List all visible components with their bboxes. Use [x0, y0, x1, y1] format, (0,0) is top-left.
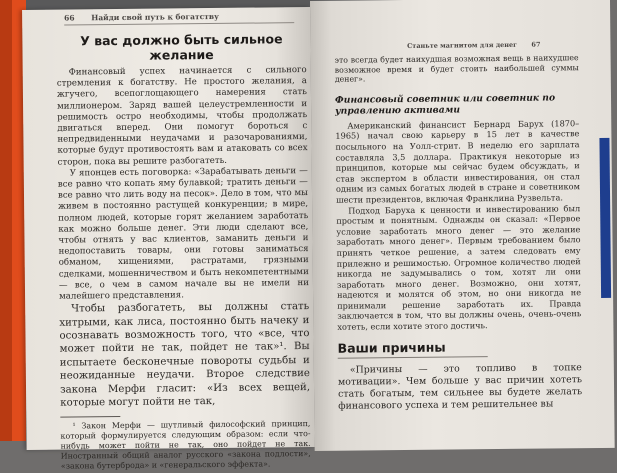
- paragraph: Американский финансист Бернард Барух (1870–1965) начал свою карьеру в 15 лет в качестве посыльного на Уолл-стрит. В неделю его зарплата составляла 3,5 доллара. Практикуя некоторые из принципов, которые мы сейчас будем обсуждать, и став экспертом в области инвестирования, он стал одним из самых богатых людей в стране и советником шести президентов, включая Франклина Рузвельта.: [335, 117, 580, 205]
- cover-edge-shadow: [0, 0, 12, 441]
- paragraph: Финансовый успех начинается с сильного стремления к богатству. Не простого желания, а жгучего, всепоглощающего намерения стать миллионером. Заряд вашей целеустремленности и решимость остро необходимы, чтобы продолжать двигаться вперед. Они помогут бороться с непредвиденными неудачами и разочарованиями, которые будут противостоять вам и атаковать со всех сторон, пока вы решите разбогатеть.: [56, 65, 308, 168]
- left-running-head: [64, 11, 294, 25]
- left-body: [57, 65, 309, 303]
- left-page-number: 66: [64, 13, 75, 23]
- left-content: [56, 31, 311, 472]
- footnote-divider: [60, 416, 120, 418]
- left-running-head-title: Найди свой путь к богатству: [91, 11, 219, 23]
- section-heading-2: Ваши причины: [338, 339, 488, 359]
- paragraph: Подход Баруха к ценности и инвестированию был простым и понятным. Однажды он сказал: «Первое условие заработать много денег — это желание заработать много денег». Первым требованием было принять четкое решение, а затем следовать ему прилежно и решимостью. Огромное количество людей никогда не задумывались о том, хотят ли они заработать много денег. Возможно, они хотят, надеются и молятся об этом, но они никогда не принимали решение заработать их. Правда заключается в том, что вы должны очень, очень-очень хотеть, если хотите этого достичь.: [336, 202, 582, 332]
- footnote: [60, 419, 311, 473]
- right-page: [310, 0, 615, 451]
- right-intro: [335, 53, 579, 84]
- paragraph: это всегда будет наихудшая возможная вещь в наихудшее возможное время и будет стоить наибольшей суммы денег».: [334, 53, 579, 84]
- right-running-head: [330, 41, 540, 51]
- paragraph: У японцев есть поговорка: «Зарабатывать деньги — все равно что копать яму булавкой; тратить деньги — все равно что лить воду на песок». Дело в том, что мы живем в постоянно растущей конкуренции; в мире, полном людей, которые горят желанием заработать как можно больше денег. Эти люди сделают все, чтобы отнять у вас клиентов, заманить деньги и недопоставить товары, они готовы заниматься обманом, хищениями, растратами, грязными сделками, мошенничеством и быть некомпетентными — все, о чем в самом начале вы не имели ни малейшего представления.: [57, 165, 309, 302]
- paragraph: Чтобы разбогатеть, вы должны стать хитрыми, как лиса, постоянно быть начеку и осознавать возможность того, что «все, что может пойти не так, пойдет не так»¹. Вы испытаете бесконечные повороты судьбы и неожиданные неудачи. Второе следствие закона Мерфи гласит: «Из всех вещей, которые могут пойти не так,: [59, 301, 311, 409]
- right-content: [335, 53, 583, 413]
- paragraph: «Причины — это топливо в топке мотивации». Чем больше у вас причин хотеть стать богатым, тем сильнее вы будете желать финансового успеха и тем решительнее вы: [337, 361, 583, 412]
- left-page: [22, 7, 315, 471]
- right-body: [335, 118, 581, 332]
- right-large-text: [338, 362, 582, 413]
- left-large-text: [59, 300, 310, 410]
- subsection-heading: Финансовый советник или советник по управлению активами: [334, 92, 556, 117]
- right-running-head-title: Станьте магнитом для денег: [407, 40, 518, 50]
- open-book: [22, 0, 617, 471]
- right-page-number: 67: [531, 40, 541, 49]
- section-heading: У вас должно быть сильное желание: [80, 31, 283, 63]
- footnote-text: ¹ Закон Мерфи — шутливый философский принцип, который формулируется следующим образом: если что-нибудь может пойти не так, оно пойдет не так. Иностранный общий аналог русского «закона подлости», «закона бутерброда» и «генеральского эффекта».: [60, 418, 311, 471]
